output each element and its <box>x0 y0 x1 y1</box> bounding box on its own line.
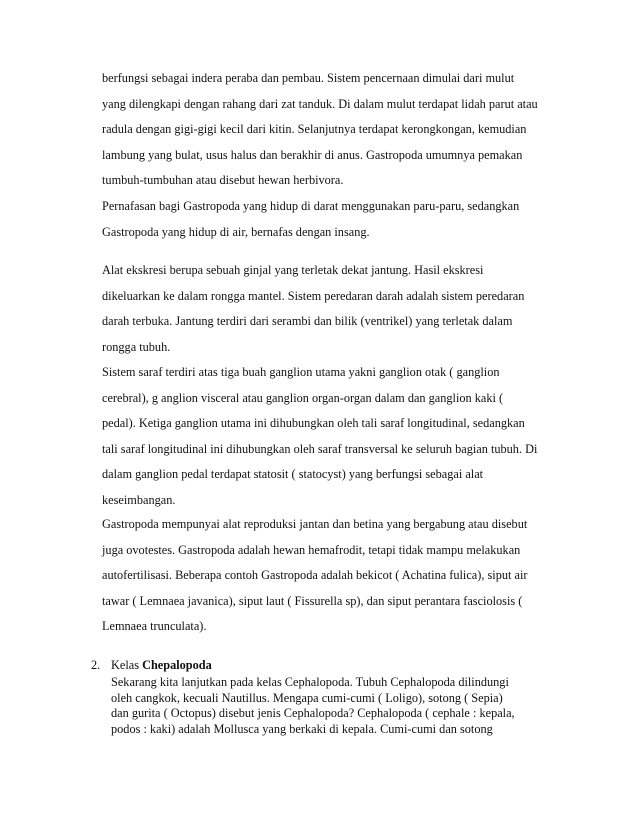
list-body <box>111 675 515 737</box>
text-line: oleh cangkok, kecuali Nautillus. Mengapa cumi-cumi ( Loligo), sotong ( Sepia) <box>111 690 503 705</box>
paragraph-respiration <box>102 194 552 245</box>
heading-bold-term: Chepalopoda <box>142 658 212 672</box>
text-line: radula dengan gigi-gigi kecil dari kitin. Selanjutnya terdapat kerongkongan, kemudian <box>102 122 527 137</box>
text-line: pedal). Ketiga ganglion utama ini dihubungkan oleh tali saraf longitudinal, sedangkan <box>102 416 525 431</box>
text-line: juga ovotestes. Gastropoda adalah hewan hemafrodit, tetapi tidak mampu melakukan <box>102 542 521 557</box>
heading-prefix: Kelas <box>111 658 143 672</box>
text-line: Gastropoda yang hidup di air, bernafas dengan insang. <box>102 224 370 239</box>
text-line: Lemnaea trunculata). <box>102 619 207 634</box>
paragraph-nervous-system <box>102 360 552 514</box>
text-line: Gastropoda mempunyai alat reproduksi jantan dan betina yang bergabung atau disebut <box>102 517 528 531</box>
text-line: podos : kaki) adalah Mollusca yang berkaki di kepala. Cumi-cumi dan sotong <box>111 721 493 736</box>
text-line: Alat ekskresi berupa sebuah ginjal yang terletak dekat jantung. Hasil ekskresi <box>102 263 484 277</box>
paragraph-digestion <box>102 66 552 194</box>
text-line: rongga tubuh. <box>102 339 171 354</box>
text-line: autofertilisasi. Beberapa contoh Gastropoda adalah bekicot ( Achatina fulica), siput air <box>102 568 528 583</box>
list-heading <box>111 658 212 673</box>
text-line: tawar ( Lemnaea javanica), siput laut ( Fissurella sp), dan siput perantara fasciolosis ( <box>102 593 523 608</box>
text-line: berfungsi sebagai indera peraba dan pembau. Sistem pencernaan dimulai dari mulut <box>102 71 515 85</box>
text-line: Sistem saraf terdiri atas tiga buah ganglion utama yakni ganglion otak ( ganglion <box>102 365 500 379</box>
text-line: lambung yang bulat, usus halus dan berakhir di anus. Gastropoda umumnya pemakan <box>102 147 523 162</box>
text-line: Pernafasan bagi Gastropoda yang hidup di darat menggunakan paru-paru, sedangkan <box>102 199 520 213</box>
text-line: Sekarang kita lanjutkan pada kelas Cephalopoda. Tubuh Cephalopoda dilindungi <box>111 675 509 689</box>
text-line: yang dilengkapi dengan rahang dari zat tanduk. Di dalam mulut terdapat lidah parut atau <box>102 96 538 111</box>
paragraph-excretion <box>102 258 552 360</box>
text-line: tumbuh-tumbuhan atau disebut hewan herbivora. <box>102 173 344 188</box>
text-line: dikeluarkan ke dalam rongga mantel. Sistem peredaran darah adalah sistem peredaran <box>102 288 525 303</box>
list-number: 2. <box>91 658 101 672</box>
text-line: darah terbuka. Jantung terdiri dari serambi dan bilik (ventrikel) yang terletak dalam <box>102 314 513 329</box>
text-line: dalam ganglion pedal terdapat statosit ( statocyst) yang berfungsi sebagai alat <box>102 467 484 482</box>
text-line: keseimbangan. <box>102 492 176 507</box>
text-line: tali saraf longitudinal ini dihubungkan oleh saraf transversal ke seluruh bagian tubuh. Di <box>102 441 538 456</box>
text-line: dan gurita ( Octopus) disebut jenis Cephalopoda? Cephalopoda ( cephale : kepala, <box>111 706 515 721</box>
paragraph-reproduction <box>102 512 552 640</box>
text-line: cerebral), g anglion visceral atau ganglion organ-organ dalam dan ganglion kaki ( <box>102 390 504 405</box>
